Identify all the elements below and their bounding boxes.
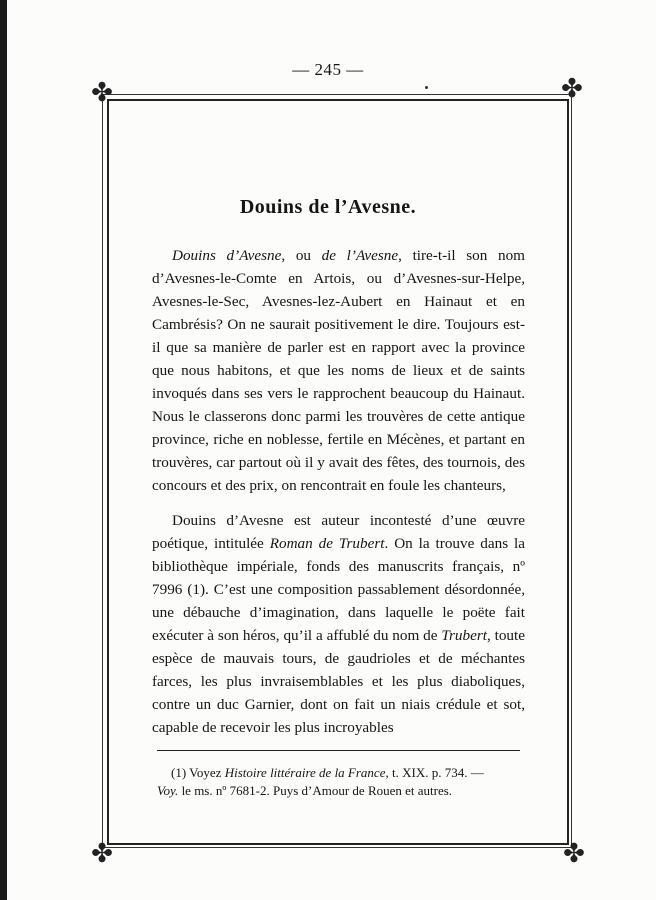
footnote-line-1: (1) Voyez Histoire littéraire de la France, t. XIX. p. 734. —	[171, 765, 484, 780]
corner-ornament-top-left-icon: ✤	[91, 78, 113, 107]
footnote-reference-title: Histoire littéraire de la France	[224, 765, 386, 780]
body-text	[152, 244, 525, 739]
footnote-rule	[157, 750, 520, 751]
footnote-line-2: Voy. le ms. nº 7681-2. Puys d’Amour de Rouen et autres.	[157, 783, 453, 798]
ink-speck	[425, 86, 428, 89]
paragraph-2: Douins d’Avesne est auteur incontesté d’une œuvre poétique, intitulée Roman de Trubert. On la trouve dans la bibliothèque impériale, fonds des manuscrits français, nº 7996 (1). C’est une composition passablement désordonnée, une débauche d’imagination, dans laquelle le poëte fait exécuter à son héros, qu’il a affublé du nom de Trubert, toute espèce de mauvais tours, de gaudrioles et de méchantes farces, les plus invraisemblables et les plus diaboliques, contre un duc Garnier, dont on fait un niais crédule et sot, capable de recevoir les plus incroyables	[152, 512, 525, 736]
page-number: — 245 —	[292, 60, 364, 79]
author-variant: de l’Avesne	[321, 247, 399, 264]
corner-ornament-top-right-icon: ✤	[561, 74, 583, 103]
corner-ornament-bottom-right-icon: ✤	[563, 837, 585, 866]
work-title: Roman de Trubert	[269, 535, 385, 552]
hero-name: Trubert	[441, 627, 487, 644]
author-name: Douins d’Avesne	[172, 247, 282, 264]
scan-edge-shadow	[0, 0, 7, 900]
footnote	[157, 764, 523, 800]
chapter-title: Douins de l’Avesne.	[239, 196, 417, 218]
paragraph-1: Douins d’Avesne, ou de l’Avesne, tire-t-il son nom d’Avesnes-le-Comte en Artois, ou d’Avesnes-sur-Helpe, Avesnes-le-Sec, Avesnes-lez-Aubert en Hainaut et en Cambrésis? On ne saurait positivement le dire. Toujours est-il que sa manière de parler est en rapport avec la province que nous habitons, et que les noms de lieux et de saints invoqués dans ses vers le rapprochent beaucoup du Hainaut. Nous le classerons donc parmi les trouvères de cette antique province, riche en noblesse, fertile en Mécènes, et partant en trouvères, car partout où il y avait des fêtes, des tournois, des concours et des prix, on rencontrait en foule les chanteurs,	[152, 247, 525, 494]
corner-ornament-bottom-left-icon: ✤	[91, 837, 113, 866]
